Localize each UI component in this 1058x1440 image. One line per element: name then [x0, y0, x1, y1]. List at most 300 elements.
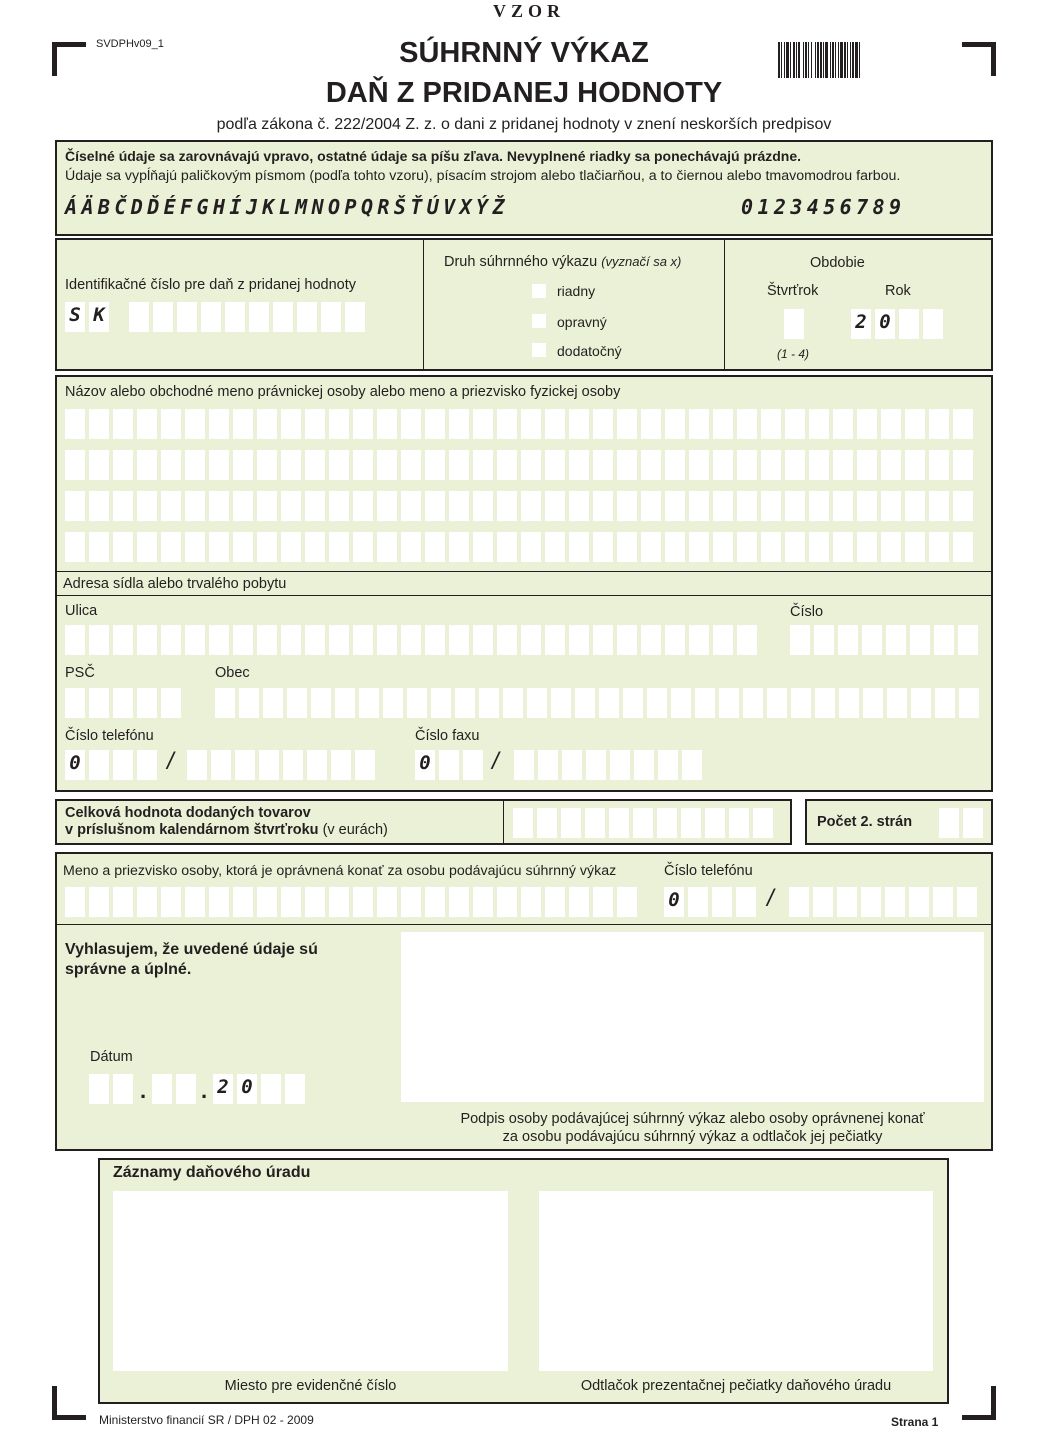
char-cell[interactable] [963, 808, 983, 838]
char-cell[interactable] [861, 887, 881, 917]
char-cell[interactable] [527, 688, 547, 718]
char-cell[interactable] [257, 450, 277, 480]
char-cell[interactable] [425, 532, 445, 562]
char-cell[interactable] [641, 625, 661, 655]
char-cell[interactable] [377, 491, 397, 521]
char-cell[interactable] [593, 532, 613, 562]
char-cell[interactable] [407, 688, 427, 718]
char-cell[interactable] [152, 1074, 172, 1104]
char-cell[interactable] [705, 808, 725, 838]
char-cell[interactable] [233, 532, 253, 562]
char-cell[interactable] [233, 491, 253, 521]
char-cell[interactable] [65, 409, 85, 439]
char-cell[interactable] [599, 688, 619, 718]
char-cell[interactable] [695, 688, 715, 718]
zip-field[interactable] [65, 688, 181, 718]
char-cell[interactable] [137, 532, 157, 562]
char-cell[interactable] [617, 887, 637, 917]
char-cell[interactable] [593, 887, 613, 917]
char-cell[interactable] [257, 532, 277, 562]
char-cell[interactable] [881, 532, 901, 562]
char-cell[interactable] [353, 491, 373, 521]
char-cell[interactable] [113, 688, 133, 718]
char-cell[interactable] [257, 491, 277, 521]
char-cell[interactable] [331, 750, 351, 780]
char-cell[interactable] [881, 450, 901, 480]
char-cell[interactable] [377, 532, 397, 562]
char-cell[interactable] [514, 750, 534, 780]
char-cell[interactable] [473, 491, 493, 521]
char-cell[interactable] [137, 409, 157, 439]
char-cell[interactable] [257, 625, 277, 655]
char-cell[interactable] [761, 532, 781, 562]
char-cell[interactable] [401, 450, 421, 480]
char-cell[interactable] [857, 450, 877, 480]
char-cell[interactable] [287, 688, 307, 718]
dic-field[interactable] [65, 302, 365, 332]
char-cell[interactable] [473, 450, 493, 480]
char-cell[interactable] [647, 688, 667, 718]
street-field[interactable] [65, 625, 757, 655]
pages-count-field[interactable] [939, 808, 983, 838]
char-cell[interactable] [939, 808, 959, 838]
phone-prefix-field[interactable] [65, 750, 157, 780]
char-cell[interactable] [575, 688, 595, 718]
char-cell[interactable] [713, 450, 733, 480]
char-cell[interactable] [737, 625, 757, 655]
char-cell[interactable] [957, 887, 977, 917]
char-cell[interactable] [569, 887, 589, 917]
char-cell[interactable] [689, 532, 709, 562]
char-cell[interactable] [593, 450, 613, 480]
char-cell[interactable] [737, 450, 757, 480]
char-cell[interactable] [689, 450, 709, 480]
char-cell[interactable] [137, 450, 157, 480]
char-cell[interactable] [233, 450, 253, 480]
char-cell[interactable] [593, 491, 613, 521]
char-cell[interactable] [161, 887, 181, 917]
char-cell[interactable] [137, 491, 157, 521]
char-cell[interactable] [281, 887, 301, 917]
char-cell[interactable] [305, 409, 325, 439]
char-cell[interactable] [545, 532, 565, 562]
char-cell[interactable] [641, 409, 661, 439]
type-regular-checkbox[interactable] [532, 284, 546, 298]
char-cell[interactable] [305, 625, 325, 655]
name-row-2[interactable] [65, 450, 973, 480]
char-cell[interactable] [185, 409, 205, 439]
char-cell[interactable] [909, 887, 929, 917]
char-cell[interactable] [713, 532, 733, 562]
char-cell[interactable] [767, 688, 787, 718]
char-cell[interactable] [761, 409, 781, 439]
char-cell[interactable] [353, 625, 373, 655]
char-cell[interactable] [401, 625, 421, 655]
char-cell[interactable] [113, 1074, 133, 1104]
total-value-field[interactable] [513, 808, 773, 838]
char-cell[interactable] [401, 491, 421, 521]
char-cell[interactable] [425, 491, 445, 521]
char-cell[interactable] [185, 491, 205, 521]
char-cell[interactable] [521, 532, 541, 562]
char-cell[interactable] [521, 409, 541, 439]
char-cell[interactable] [263, 688, 283, 718]
phone-number-field[interactable] [187, 750, 375, 780]
char-cell[interactable] [305, 491, 325, 521]
char-cell[interactable] [729, 808, 749, 838]
char-cell[interactable] [335, 688, 355, 718]
char-cell[interactable] [233, 887, 253, 917]
char-cell[interactable] [161, 532, 181, 562]
char-cell[interactable] [905, 409, 925, 439]
name-row-1[interactable] [65, 409, 973, 439]
char-cell[interactable] [789, 887, 809, 917]
char-cell[interactable] [257, 887, 277, 917]
char-cell[interactable] [307, 750, 327, 780]
fax-prefix-field[interactable] [415, 750, 483, 780]
char-cell[interactable] [425, 450, 445, 480]
char-cell[interactable] [161, 409, 181, 439]
char-cell[interactable] [593, 409, 613, 439]
char-cell[interactable] [353, 532, 373, 562]
char-cell[interactable] [863, 688, 883, 718]
char-cell[interactable] [185, 450, 205, 480]
char-cell[interactable] [209, 887, 229, 917]
char-cell[interactable] [137, 688, 157, 718]
char-cell[interactable] [65, 532, 85, 562]
char-cell[interactable] [401, 887, 421, 917]
char-cell[interactable] [113, 625, 133, 655]
char-cell[interactable] [353, 887, 373, 917]
char-cell[interactable] [545, 409, 565, 439]
char-cell[interactable] [617, 409, 637, 439]
char-cell[interactable] [113, 409, 133, 439]
char-cell[interactable] [857, 532, 877, 562]
char-cell[interactable] [551, 688, 571, 718]
char-cell[interactable] [910, 625, 930, 655]
char-cell[interactable] [521, 491, 541, 521]
char-cell[interactable] [905, 450, 925, 480]
char-cell[interactable] [233, 625, 253, 655]
char-cell[interactable] [833, 450, 853, 480]
char-cell[interactable] [503, 688, 523, 718]
char-cell[interactable] [953, 491, 973, 521]
char-cell[interactable] [377, 625, 397, 655]
char-cell[interactable] [209, 491, 229, 521]
char-cell[interactable] [623, 688, 643, 718]
char-cell[interactable] [329, 625, 349, 655]
char-cell[interactable] [281, 409, 301, 439]
char-cell[interactable] [713, 625, 733, 655]
char-cell[interactable] [641, 532, 661, 562]
char-cell[interactable] [355, 750, 375, 780]
char-cell[interactable] [329, 409, 349, 439]
char-cell[interactable] [719, 688, 739, 718]
char-cell[interactable] [737, 491, 757, 521]
char-cell[interactable] [89, 491, 109, 521]
char-cell[interactable] [359, 688, 379, 718]
char-cell[interactable] [585, 808, 605, 838]
char-cell[interactable] [161, 491, 181, 521]
fax-number-field[interactable] [514, 750, 702, 780]
char-cell[interactable] [785, 409, 805, 439]
char-cell[interactable] [887, 688, 907, 718]
char-cell[interactable] [473, 887, 493, 917]
char-cell[interactable] [185, 625, 205, 655]
char-cell[interactable] [521, 625, 541, 655]
char-cell[interactable] [449, 532, 469, 562]
char-cell[interactable] [89, 688, 109, 718]
char-cell[interactable] [329, 887, 349, 917]
name-row-4[interactable] [65, 532, 973, 562]
char-cell[interactable] [682, 750, 702, 780]
char-cell[interactable] [329, 491, 349, 521]
char-cell[interactable] [885, 887, 905, 917]
char-cell[interactable] [833, 409, 853, 439]
char-cell[interactable] [713, 409, 733, 439]
char-cell[interactable] [305, 532, 325, 562]
char-cell[interactable] [665, 532, 685, 562]
char-cell[interactable] [610, 750, 630, 780]
char-cell[interactable] [569, 450, 589, 480]
char-cell[interactable] [377, 887, 397, 917]
char-cell[interactable] [809, 491, 829, 521]
char-cell[interactable] [521, 450, 541, 480]
char-cell[interactable] [681, 808, 701, 838]
char-cell[interactable] [737, 532, 757, 562]
char-cell[interactable] [239, 688, 259, 718]
char-cell[interactable] [665, 491, 685, 521]
char-cell[interactable] [329, 450, 349, 480]
char-cell[interactable] [215, 688, 235, 718]
char-cell[interactable] [89, 532, 109, 562]
char-cell[interactable] [881, 409, 901, 439]
char-cell[interactable] [933, 887, 953, 917]
date-day-field[interactable] [89, 1074, 133, 1104]
city-field[interactable] [215, 688, 979, 718]
char-cell[interactable] [281, 625, 301, 655]
char-cell[interactable] [569, 491, 589, 521]
char-cell[interactable] [958, 625, 978, 655]
char-cell[interactable] [665, 625, 685, 655]
char-cell[interactable] [233, 409, 253, 439]
char-cell[interactable] [569, 532, 589, 562]
char-cell[interactable] [785, 532, 805, 562]
char-cell[interactable] [953, 409, 973, 439]
char-cell[interactable] [65, 887, 85, 917]
char-cell[interactable] [401, 532, 421, 562]
type-additional-checkbox[interactable] [532, 343, 546, 357]
char-cell[interactable] [209, 409, 229, 439]
char-cell[interactable] [617, 532, 637, 562]
type-corrective-checkbox[interactable] [532, 314, 546, 328]
char-cell[interactable] [953, 532, 973, 562]
char-cell[interactable] [665, 450, 685, 480]
char-cell[interactable] [545, 491, 565, 521]
char-cell[interactable] [473, 625, 493, 655]
char-cell[interactable] [311, 688, 331, 718]
signatory-name-field[interactable] [65, 887, 637, 917]
char-cell[interactable] [383, 688, 403, 718]
char-cell[interactable] [425, 625, 445, 655]
char-cell[interactable] [257, 409, 277, 439]
char-cell[interactable] [665, 409, 685, 439]
char-cell[interactable] [934, 625, 954, 655]
char-cell[interactable] [911, 688, 931, 718]
char-cell[interactable] [929, 491, 949, 521]
char-cell[interactable] [305, 887, 325, 917]
char-cell[interactable] [65, 688, 85, 718]
char-cell[interactable] [185, 887, 205, 917]
char-cell[interactable] [935, 688, 955, 718]
char-cell[interactable] [137, 625, 157, 655]
char-cell[interactable] [617, 450, 637, 480]
char-cell[interactable] [113, 532, 133, 562]
char-cell[interactable] [185, 532, 205, 562]
char-cell[interactable] [377, 409, 397, 439]
char-cell[interactable] [809, 532, 829, 562]
char-cell[interactable] [449, 491, 469, 521]
char-cell[interactable] [617, 491, 637, 521]
char-cell[interactable] [753, 808, 773, 838]
char-cell[interactable] [305, 450, 325, 480]
char-cell[interactable] [235, 750, 255, 780]
char-cell[interactable] [281, 532, 301, 562]
char-cell[interactable] [455, 688, 475, 718]
char-cell[interactable] [809, 409, 829, 439]
char-cell[interactable] [641, 450, 661, 480]
char-cell[interactable] [449, 625, 469, 655]
char-cell[interactable] [497, 532, 517, 562]
char-cell[interactable] [497, 887, 517, 917]
char-cell[interactable] [449, 409, 469, 439]
char-cell[interactable] [586, 750, 606, 780]
char-cell[interactable] [353, 409, 373, 439]
char-cell[interactable] [89, 409, 109, 439]
signatory-phone-prefix-field[interactable] [664, 887, 756, 917]
char-cell[interactable] [449, 887, 469, 917]
char-cell[interactable] [473, 532, 493, 562]
char-cell[interactable] [658, 750, 678, 780]
char-cell[interactable] [569, 409, 589, 439]
char-cell[interactable] [65, 450, 85, 480]
char-cell[interactable] [497, 625, 517, 655]
char-cell[interactable] [929, 532, 949, 562]
char-cell[interactable] [953, 450, 973, 480]
char-cell[interactable] [353, 450, 373, 480]
char-cell[interactable] [593, 625, 613, 655]
char-cell[interactable] [791, 688, 811, 718]
date-year-field[interactable] [213, 1074, 305, 1104]
char-cell[interactable] [713, 491, 733, 521]
char-cell[interactable] [838, 625, 858, 655]
char-cell[interactable] [761, 491, 781, 521]
char-cell[interactable] [814, 625, 834, 655]
char-cell[interactable] [837, 887, 857, 917]
char-cell[interactable] [785, 491, 805, 521]
char-cell[interactable] [743, 688, 763, 718]
char-cell[interactable] [671, 688, 691, 718]
char-cell[interactable] [497, 491, 517, 521]
char-cell[interactable] [609, 808, 629, 838]
char-cell[interactable] [790, 625, 810, 655]
char-cell[interactable] [161, 688, 181, 718]
char-cell[interactable] [689, 491, 709, 521]
char-cell[interactable] [905, 491, 925, 521]
char-cell[interactable] [259, 750, 279, 780]
char-cell[interactable] [561, 808, 581, 838]
char-cell[interactable] [425, 409, 445, 439]
quarter-field[interactable] [784, 309, 804, 339]
signature-box[interactable] [401, 932, 984, 1102]
char-cell[interactable] [65, 625, 85, 655]
char-cell[interactable] [137, 887, 157, 917]
char-cell[interactable] [809, 450, 829, 480]
char-cell[interactable] [513, 808, 533, 838]
char-cell[interactable] [537, 808, 557, 838]
char-cell[interactable] [425, 887, 445, 917]
char-cell[interactable] [839, 688, 859, 718]
char-cell[interactable] [862, 625, 882, 655]
char-cell[interactable] [886, 625, 906, 655]
char-cell[interactable] [562, 750, 582, 780]
char-cell[interactable] [281, 450, 301, 480]
char-cell[interactable] [657, 808, 677, 838]
char-cell[interactable] [737, 409, 757, 439]
char-cell[interactable] [113, 887, 133, 917]
char-cell[interactable] [89, 625, 109, 655]
char-cell[interactable] [377, 450, 397, 480]
char-cell[interactable] [833, 532, 853, 562]
char-cell[interactable] [929, 450, 949, 480]
date-month-field[interactable] [152, 1074, 196, 1104]
char-cell[interactable] [329, 532, 349, 562]
char-cell[interactable] [209, 532, 229, 562]
char-cell[interactable] [283, 750, 303, 780]
char-cell[interactable] [857, 491, 877, 521]
char-cell[interactable] [401, 409, 421, 439]
char-cell[interactable] [633, 808, 653, 838]
char-cell[interactable] [497, 409, 517, 439]
char-cell[interactable] [617, 625, 637, 655]
char-cell[interactable] [161, 625, 181, 655]
char-cell[interactable] [689, 625, 709, 655]
char-cell[interactable] [161, 450, 181, 480]
char-cell[interactable] [545, 887, 565, 917]
char-cell[interactable] [176, 1074, 196, 1104]
char-cell[interactable] [813, 887, 833, 917]
char-cell[interactable] [431, 688, 451, 718]
char-cell[interactable] [479, 688, 499, 718]
char-cell[interactable] [473, 409, 493, 439]
char-cell[interactable] [959, 688, 979, 718]
char-cell[interactable] [545, 625, 565, 655]
char-cell[interactable] [905, 532, 925, 562]
char-cell[interactable] [815, 688, 835, 718]
char-cell[interactable] [569, 625, 589, 655]
char-cell[interactable] [209, 450, 229, 480]
number-field[interactable] [790, 625, 978, 655]
char-cell[interactable] [538, 750, 558, 780]
signatory-phone-number-field[interactable] [789, 887, 977, 917]
char-cell[interactable] [113, 491, 133, 521]
char-cell[interactable] [211, 750, 231, 780]
year-field[interactable] [851, 309, 943, 339]
char-cell[interactable] [785, 450, 805, 480]
char-cell[interactable] [89, 1074, 109, 1104]
char-cell[interactable] [281, 491, 301, 521]
char-cell[interactable] [187, 750, 207, 780]
